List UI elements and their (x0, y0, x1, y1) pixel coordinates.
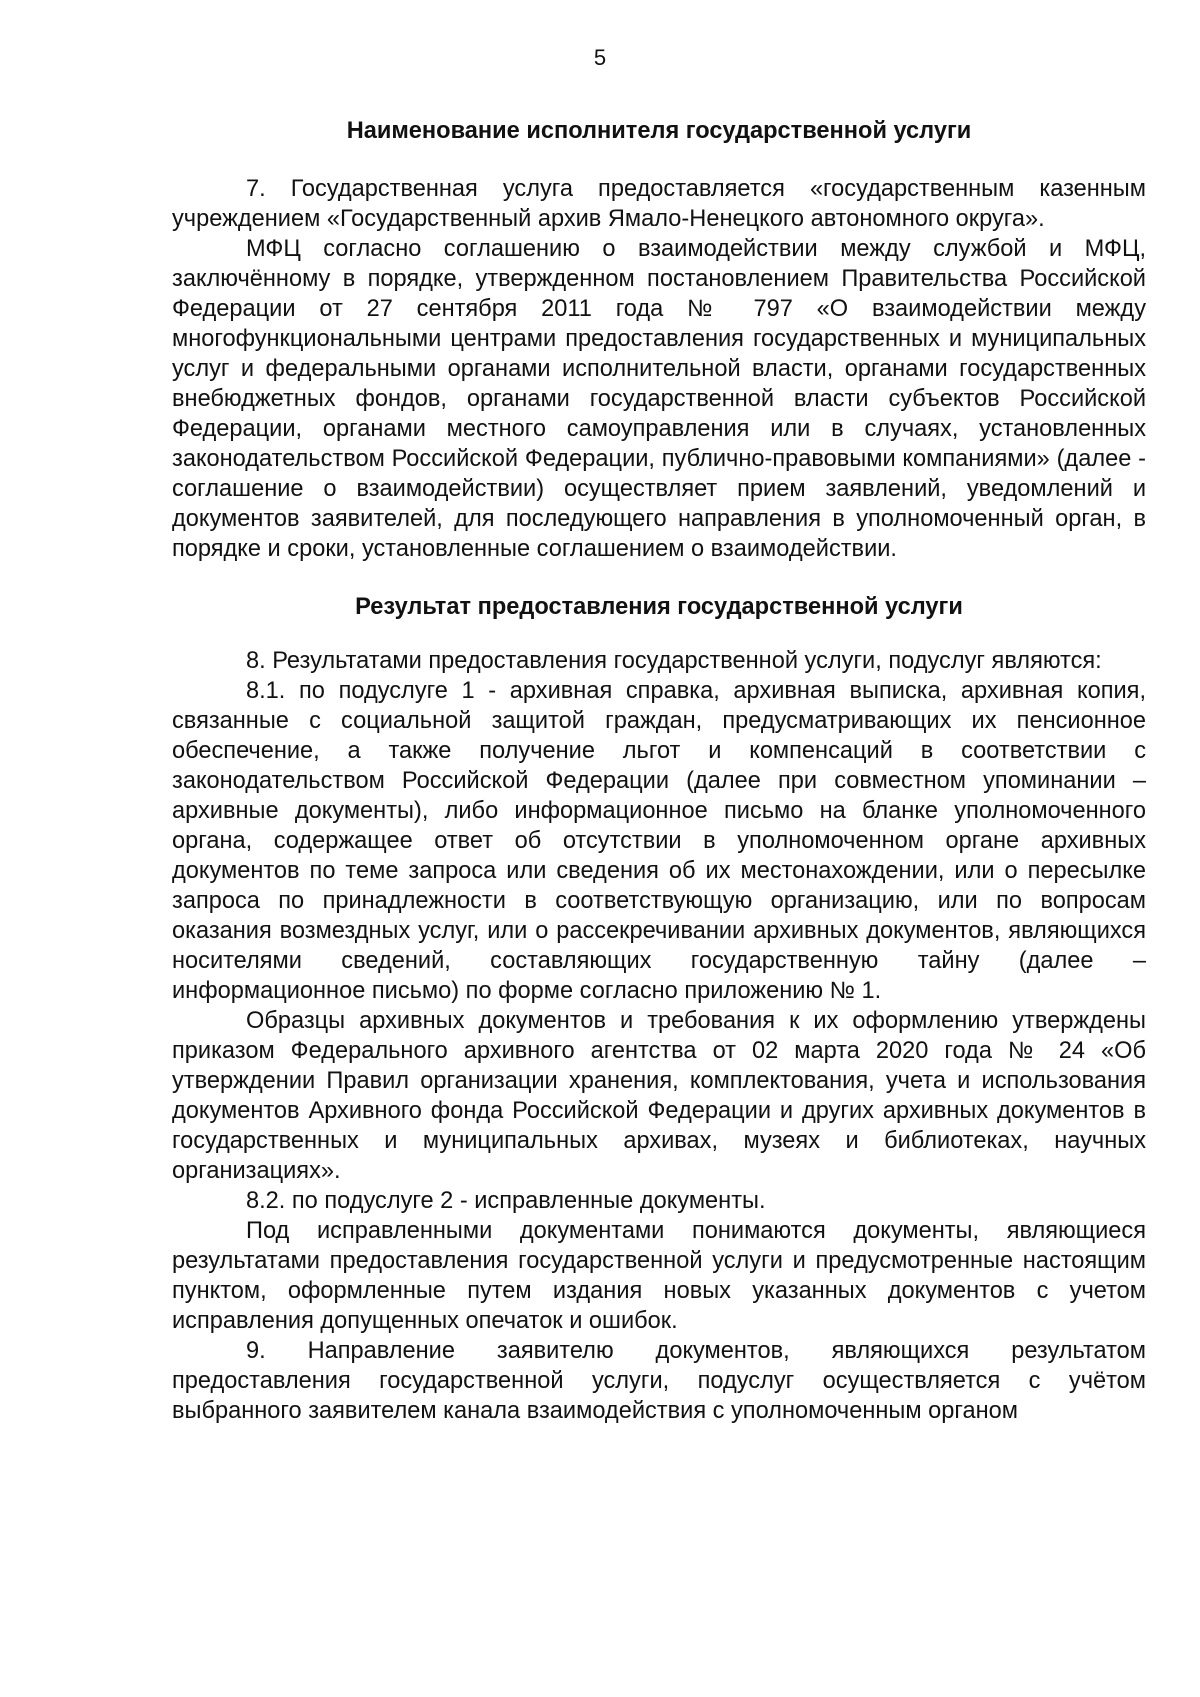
section-heading-result: Результат предоставления государственной услуги (355, 594, 963, 620)
paragraph-8-2: 8.2. по подуслуге 2 - исправленные документы. (246, 1188, 766, 1214)
paragraph-8-1: 8.1. по подуслуге 1 - архивная справка, архивная выписка, архивная копия, связанные с социальной защитой граждан, предусматривающих их пенсионное обеспечение, а также получение льгот и компенсаций в соответствии с законодательством Российской Федерации (далее при совместном упоминании – архивные документы), либо информационное письмо на бланке уполномоченного органа, содержащее ответ об отсутствии в уполномоченном органе архивных документов по теме запроса или сведения об их местонахождении, или о пересылке запроса по принадлежности в соответствующую организацию, или по вопросам оказания возмездных услуг, или о рассекречивании архивных документов, являющихся носителями сведений, составляющих государственную тайну (далее – информационное письмо) по форме согласно приложению № 1. (172, 678, 1146, 1004)
paragraph-mfc: МФЦ согласно соглашению о взаимодействии между службой и МФЦ, заключённому в порядке, утвержденном постановлением Правительства Российской Федерации от 27 сентября 2011 года № 797 «О взаимодействии между многофункциональными центрами предоставления государственных и муниципальных услуг и федеральными органами исполнительной власти, органами государственных внебюджетных фондов, органами государственной власти субъектов Российской Федерации, органами местного самоуправления или в случаях, установленных законодательством Российской Федерации, публично-правовыми компаниями» (далее - соглашение о взаимодействии) осуществляет прием заявлений, уведомлений и документов заявителей, для последующего направления в уполномоченный орган, в порядке и сроки, установленные соглашением о взаимодействии. (172, 236, 1146, 562)
paragraph-samples: Образцы архивных документов и требования к их оформлению утверждены приказом Федерального архивного агентства от 02 марта 2020 года № 24 «Об утверждении Правил организации хранения, комплектования, учета и использования документов Архивного фонда Российской Федерации и других архивных документов в государственных и муниципальных архивах, музеях и библиотеках, научных организациях». (172, 1008, 1146, 1184)
paragraph-corrected: Под исправленными документами понимаются документы, являющиеся результатами предоставления государственной услуги и предусмотренные настоящим пунктом, оформленные путем издания новых указанных документов с учетом исправления допущенных опечаток и ошибок. (172, 1218, 1146, 1334)
paragraph-8: 8. Результатами предоставления государственной услуги, подуслуг являются: (246, 648, 1102, 674)
paragraph-9: 9. Направление заявителю документов, являющихся результатом предоставления государственной услуги, подуслуг осуществляется с учётом выбранного заявителем канала взаимодействия с уполномоченным органом (172, 1338, 1146, 1424)
page-number: 5 (593, 45, 607, 70)
paragraph-7: 7. Государственная услуга предоставляется «государственным казенным учреждением «Государственный архив Ямало-Ненецкого автономного округа». (172, 176, 1146, 232)
page-content (172, 112, 1146, 1426)
section-heading-executor: Наименование исполнителя государственной услуги (346, 118, 972, 144)
